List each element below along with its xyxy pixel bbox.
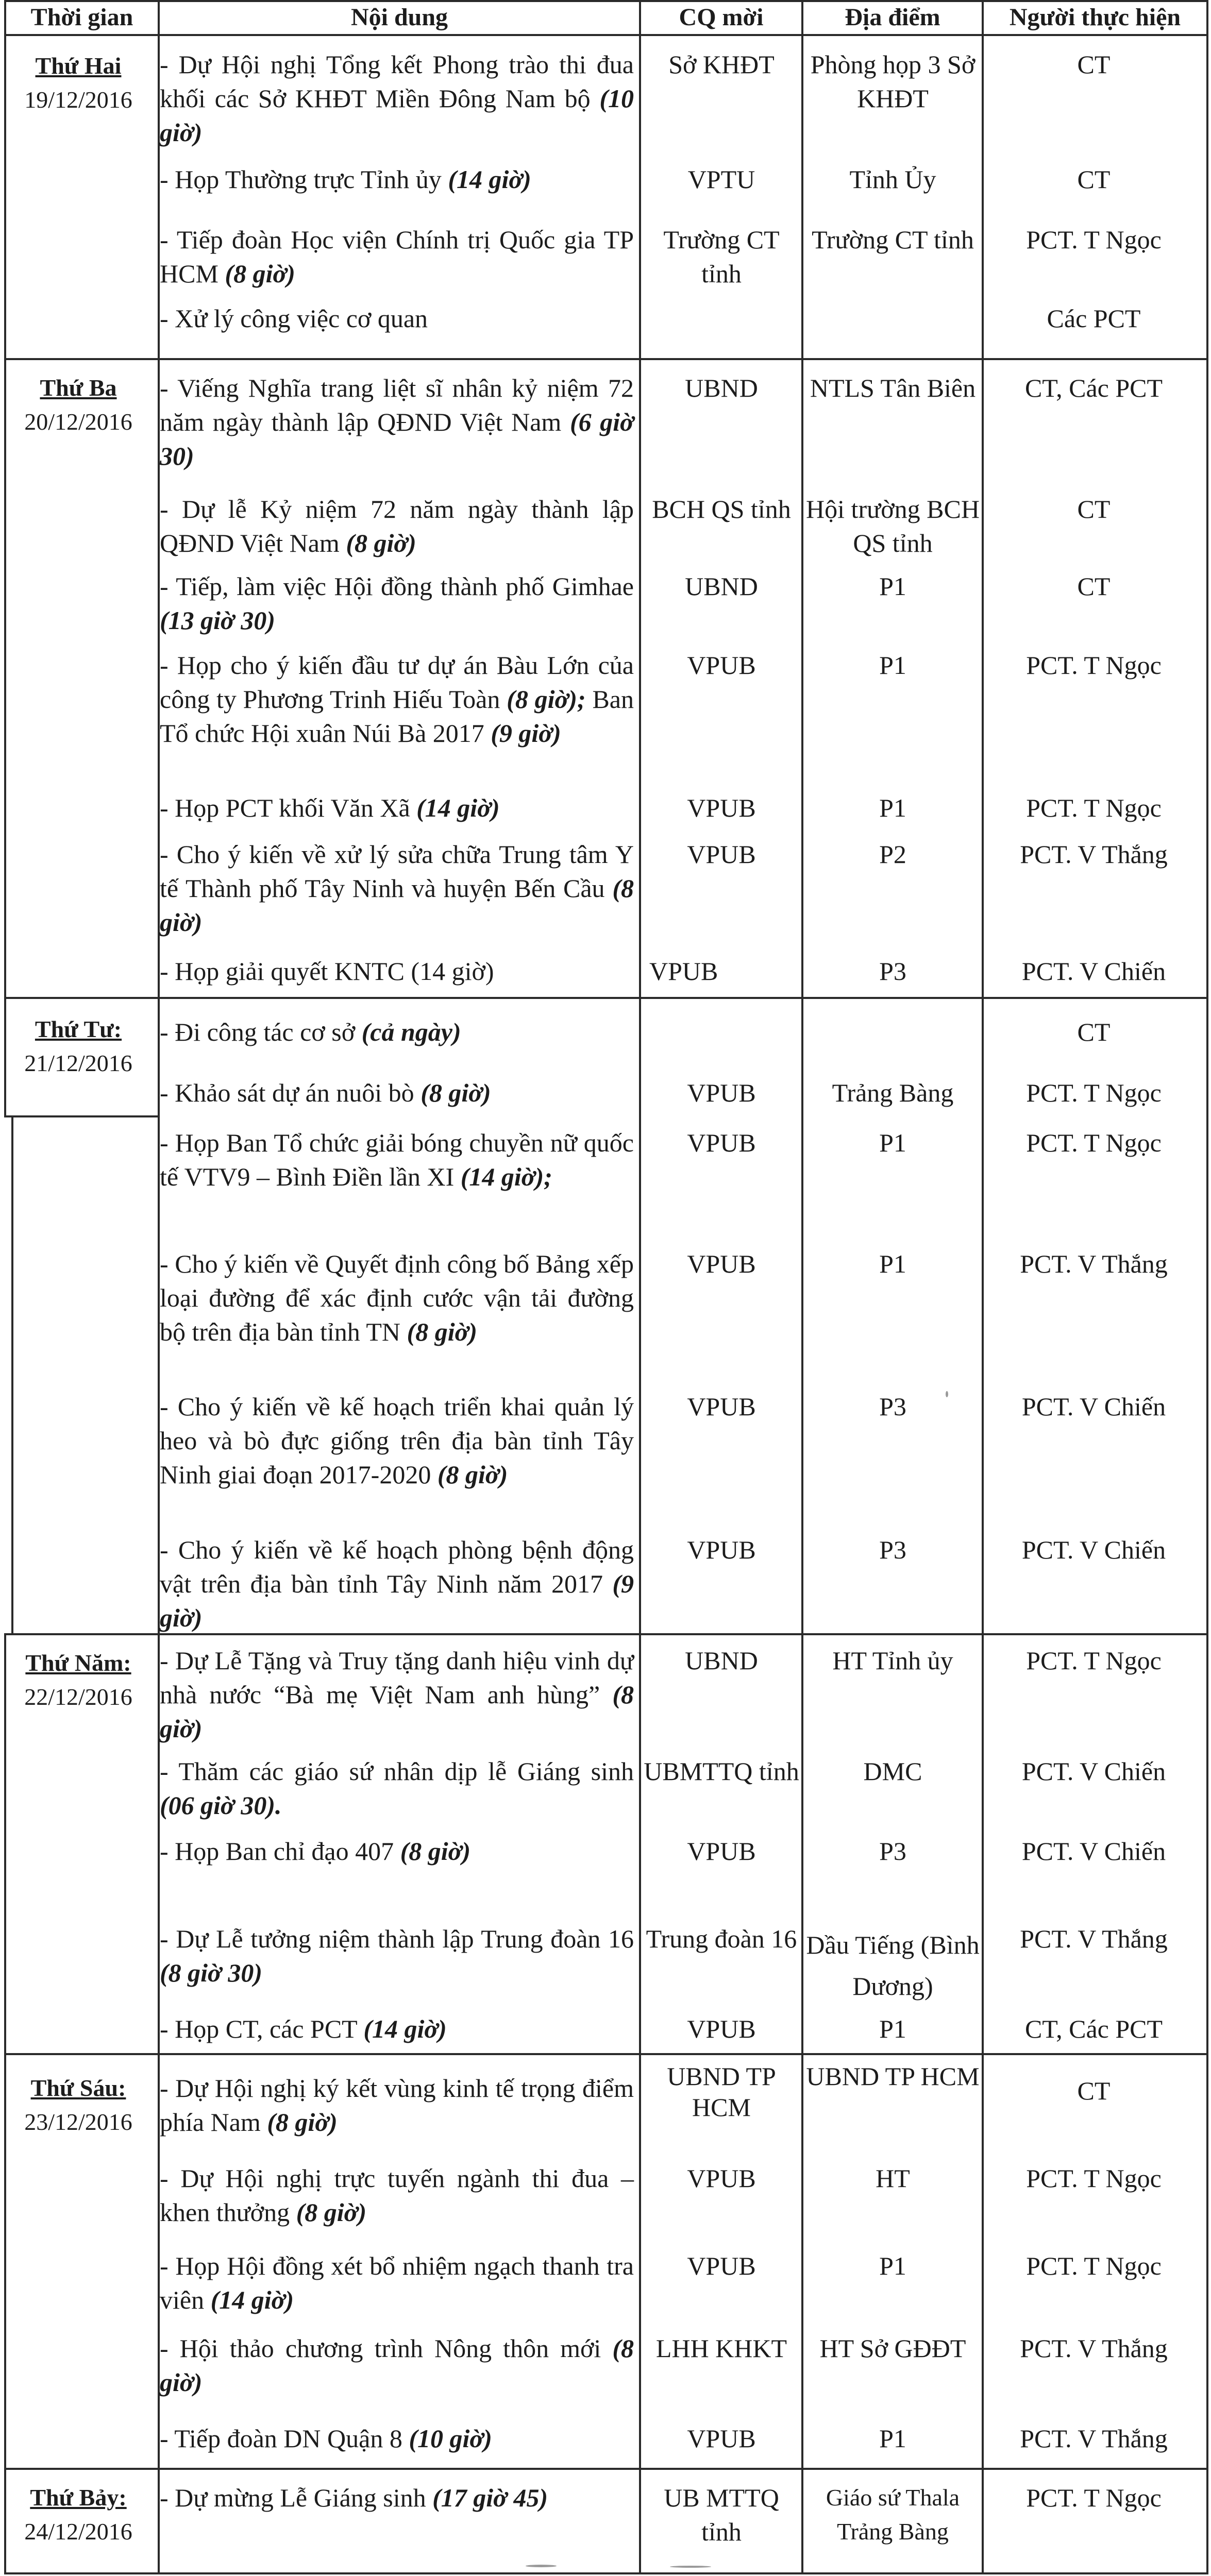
activity-location: NTLS Tân Biên <box>810 374 976 402</box>
day-divider <box>4 2468 1208 2470</box>
day-cell <box>11 1012 145 1080</box>
activity-content: - Họp Hội đồng xét bổ nhiệm ngạch thanh tra viên (14 giờ) <box>160 2251 634 2314</box>
day-cell <box>11 2481 145 2549</box>
header-content: Nội dung <box>350 4 448 31</box>
day-name: Thứ Ba <box>40 375 117 401</box>
activity-content: - Khảo sát dự án nuôi bò (8 giờ) <box>160 1078 491 1107</box>
activity-inviter: VPUB <box>687 2251 756 2280</box>
column-divider <box>801 0 803 2574</box>
activity-location: Trường CT tỉnh <box>812 225 974 254</box>
activity-content: - Dự Hội nghị ký kết vùng kinh tế trọng điểm phía Nam (8 giờ) <box>160 2074 634 2137</box>
activity-location: Phòng họp 3 Sở KHĐT <box>810 50 975 113</box>
activity-inviter: VPUB <box>687 840 756 869</box>
activity-location: P1 <box>879 572 906 601</box>
activity-inviter: VPUB <box>687 793 756 822</box>
activity-person: PCT. V Thắng <box>1020 1249 1168 1278</box>
activity-inviter: VPUB <box>687 1128 756 1157</box>
activity-content: - Họp PCT khối Văn Xã (14 giờ) <box>160 793 500 822</box>
activity-location: UBND TP HCM <box>806 2062 980 2091</box>
activity-content: - Đi công tác cơ sở (cả ngày) <box>160 1018 461 1046</box>
activity-location: P1 <box>879 2014 906 2043</box>
activity-content: - Viếng Nghĩa trang liệt sĩ nhân kỷ niệm 72 năm ngày thành lập QĐND Việt Nam (6 giờ 30) <box>160 374 634 470</box>
activity-person: PCT. T Ngọc <box>1026 793 1162 822</box>
activity-location: P3 <box>879 1535 906 1564</box>
activity-person: PCT. T Ngọc <box>1026 1128 1162 1157</box>
activity-inviter: VPUB <box>687 1078 756 1107</box>
activity-content: - Cho ý kiến về xử lý sửa chữa Trung tâm Y tế Thành phố Tây Ninh và huyện Bến Cầu (8 giờ) <box>160 840 634 937</box>
table-left-border <box>4 0 6 1116</box>
activity-person: PCT. V Chiến <box>1021 1757 1166 1786</box>
activity-person: PCT. V Chiến <box>1021 1392 1166 1421</box>
activity-location: Trảng Bàng <box>832 1078 954 1107</box>
activity-person: PCT. V Thắng <box>1020 1924 1168 1953</box>
activity-person: PCT. V Thắng <box>1020 2334 1168 2363</box>
activity-inviter: UB MTTQ tỉnh <box>664 2483 779 2546</box>
activity-location: P1 <box>879 793 906 822</box>
activity-person: PCT. T Ngọc <box>1026 2251 1162 2280</box>
day-divider <box>4 358 1208 360</box>
activity-inviter: UBMTTQ tỉnh <box>644 1757 799 1786</box>
activity-content: - Họp cho ý kiến đầu tư dự án Bàu Lớn của công ty Phương Trinh Hiếu Toàn (8 giờ); Ban Tổ chức Hội xuân Núi Bà 2017 (9 giờ) <box>160 651 634 748</box>
day-name: Thứ Bảy: <box>30 2484 127 2511</box>
activity-person: PCT. T Ngọc <box>1026 1646 1162 1675</box>
activity-location: P1 <box>879 2251 906 2280</box>
activity-location: P3 <box>879 1837 906 1866</box>
header-inviter: CQ mời <box>679 4 764 31</box>
activity-person: PCT. T Ngọc <box>1026 651 1162 680</box>
activity-person: Các PCT <box>1047 304 1141 333</box>
activity-location: P3 <box>879 1392 906 1421</box>
activity-content: - Dự Hội nghị trực tuyến ngành thi đua – khen thưởng (8 giờ) <box>160 2164 634 2227</box>
activity-location: Giáo sứ Thala Trảng Bàng <box>826 2484 960 2545</box>
activity-inviter: VPUB <box>687 1535 756 1564</box>
activity-content: - Tiếp đoàn Học viện Chính trị Quốc gia TP HCM (8 giờ) <box>160 225 634 288</box>
activity-inviter: UBND <box>685 1646 758 1675</box>
activity-person: PCT. V Chiến <box>1021 957 1166 986</box>
activity-location: P2 <box>879 840 906 869</box>
header-location: Địa điểm <box>845 4 940 31</box>
table-right-border <box>1206 0 1208 2574</box>
activity-inviter: Trung đoàn 16 <box>646 1924 797 1953</box>
table-left-border <box>4 1633 6 2574</box>
activity-inviter: VPTU <box>687 165 755 194</box>
table-bottom-border <box>4 2572 1208 2574</box>
activity-location: Tỉnh Ủy <box>849 165 936 194</box>
day-divider <box>4 997 1208 999</box>
activity-content: - Hội thảo chương trình Nông thôn mới (8 giờ) <box>160 2334 634 2397</box>
activity-inviter: Trường CT tỉnh <box>663 225 780 288</box>
activity-person: CT <box>1077 165 1111 194</box>
activity-content: - Dự Lễ tưởng niệm thành lập Trung đoàn 16 (8 giờ 30) <box>160 1924 634 1987</box>
activity-location: P1 <box>879 651 906 680</box>
day-name: Thứ Năm: <box>25 1650 131 1676</box>
activity-content: - Dự Lễ Tặng và Truy tặng danh hiệu vinh dự nhà nước “Bà mẹ Việt Nam anh hùng” (8 giờ) <box>160 1646 634 1743</box>
activity-inviter: Sở KHĐT <box>668 50 775 79</box>
header-divider <box>4 34 1208 36</box>
activity-person: CT <box>1077 572 1111 601</box>
activity-person: CT <box>1077 2076 1111 2105</box>
day-name: Thứ Sáu: <box>30 2075 126 2101</box>
activity-content: - Dự Hội nghị Tổng kết Phong trào thi đua khối các Sở KHĐT Miền Đông Nam bộ (10 giờ) <box>160 50 634 147</box>
day-date: 23/12/2016 <box>24 2109 132 2135</box>
day-date: 20/12/2016 <box>24 409 132 435</box>
activity-location: DMC <box>863 1757 922 1786</box>
activity-location: Hội trường BCH QS tỉnh <box>806 495 980 557</box>
activity-location: Dầu Tiếng (Bình Dương) <box>806 1930 980 2001</box>
activity-person: CT <box>1077 495 1111 523</box>
activity-content: - Họp CT, các PCT (14 giờ) <box>160 2014 447 2043</box>
day-cell <box>11 1646 145 1714</box>
activity-location: P3 <box>879 957 906 986</box>
activity-person: CT <box>1077 1018 1111 1046</box>
activity-content: - Thăm các giáo sứ nhân dịp lễ Giáng sinh (06 giờ 30). <box>160 1757 634 1820</box>
activity-inviter: VPUB <box>687 2014 756 2043</box>
day-name: Thứ Tư: <box>35 1016 122 1042</box>
activity-inviter: VPUB <box>687 1837 756 1866</box>
activity-inviter: LHH KHKT <box>655 2334 787 2363</box>
activity-location: P1 <box>879 2424 906 2453</box>
activity-person: PCT. T Ngọc <box>1026 1078 1162 1107</box>
column-divider <box>639 0 641 2574</box>
activity-inviter: UBND TP HCM <box>667 2062 776 2122</box>
activity-person: CT, Các PCT <box>1024 374 1163 402</box>
day-cell <box>11 371 145 439</box>
day-date: 19/12/2016 <box>24 87 132 113</box>
day-date: 21/12/2016 <box>24 1050 132 1076</box>
activity-inviter: VPUB <box>687 651 756 680</box>
activity-person: PCT. T Ngọc <box>1026 225 1162 254</box>
activity-person: PCT. V Chiến <box>1021 1535 1166 1564</box>
activity-person: CT <box>1077 50 1111 79</box>
activity-content: - Họp Ban Tổ chức giải bóng chuyền nữ quốc tế VTV9 – Bình Điền lần XI (14 giờ); <box>160 1128 634 1191</box>
activity-content: - Cho ý kiến về Quyết định công bố Bảng xếp loại đường để xác định cước vận tải đường bộ trên địa bàn tỉnh TN (8 giờ) <box>160 1249 634 1346</box>
activity-person: PCT. T Ngọc <box>1026 2483 1162 2512</box>
activity-location: P1 <box>879 1128 906 1157</box>
day-date: 24/12/2016 <box>24 2518 132 2545</box>
column-divider <box>982 0 984 2574</box>
activity-location: HT Sở GĐĐT <box>819 2334 966 2363</box>
activity-inviter: VPUB <box>687 2164 756 2193</box>
activity-content: - Cho ý kiến về kế hoạch phòng bệnh động vật trên địa bàn tỉnh Tây Ninh năm 2017 (9 giờ) <box>160 1535 634 1632</box>
header-time: Thời gian <box>30 4 133 31</box>
day-cell <box>11 2071 145 2139</box>
activity-content: - Dự mừng Lễ Giáng sinh (17 giờ 45) <box>160 2483 548 2512</box>
activity-person: PCT. T Ngọc <box>1026 2164 1162 2193</box>
activity-location: HT Tỉnh ủy <box>832 1646 953 1675</box>
activity-location: P1 <box>879 1249 906 1278</box>
day-divider <box>4 1115 159 1117</box>
table-left-border <box>11 1115 13 1634</box>
activity-inviter: VPUB <box>687 2424 756 2453</box>
activity-inviter: VPUB <box>687 1392 756 1421</box>
activity-content: - Họp Thường trực Tỉnh ủy (14 giờ) <box>160 165 531 194</box>
activity-person: PCT. V Thắng <box>1020 2424 1168 2453</box>
activity-content: - Dự lễ Kỷ niệm 72 năm ngày thành lập QĐND Việt Nam (8 giờ) <box>160 495 634 557</box>
activity-inviter: BCH QS tỉnh <box>652 495 791 523</box>
scan-speck <box>526 2565 557 2567</box>
activity-person: PCT. V Thắng <box>1020 840 1168 869</box>
activity-content: - Họp Ban chỉ đạo 407 (8 giờ) <box>160 1837 471 1866</box>
activity-content: - Tiếp, làm việc Hội đồng thành phố Gimhae (13 giờ 30) <box>160 572 634 635</box>
day-divider <box>4 2053 1208 2055</box>
day-cell <box>11 49 145 117</box>
day-name: Thứ Hai <box>35 53 122 79</box>
activity-inviter: UBND <box>685 374 758 402</box>
day-date: 22/12/2016 <box>24 1684 132 1710</box>
activity-inviter: VPUB <box>649 957 718 986</box>
activity-person: PCT. V Chiến <box>1021 1837 1166 1866</box>
activity-location: HT <box>876 2164 910 2193</box>
scan-speck <box>670 2566 711 2568</box>
activity-inviter: VPUB <box>687 1249 756 1278</box>
activity-content: - Xử lý công việc cơ quan <box>160 304 428 333</box>
activity-content: - Cho ý kiến về kế hoạch triển khai quản lý heo và bò đực giống trên địa bàn tỉnh Tây Ninh giai đoạn 2017-2020 (8 giờ) <box>160 1392 634 1489</box>
activity-inviter: UBND <box>685 572 758 601</box>
activity-content: - Họp giải quyết KNTC (14 giờ) <box>160 957 494 986</box>
scan-speck <box>946 1391 948 1397</box>
activity-content: - Tiếp đoàn DN Quận 8 (10 giờ) <box>160 2424 492 2453</box>
header-person: Người thực hiện <box>1009 4 1181 31</box>
activity-person: CT, Các PCT <box>1024 2014 1163 2043</box>
